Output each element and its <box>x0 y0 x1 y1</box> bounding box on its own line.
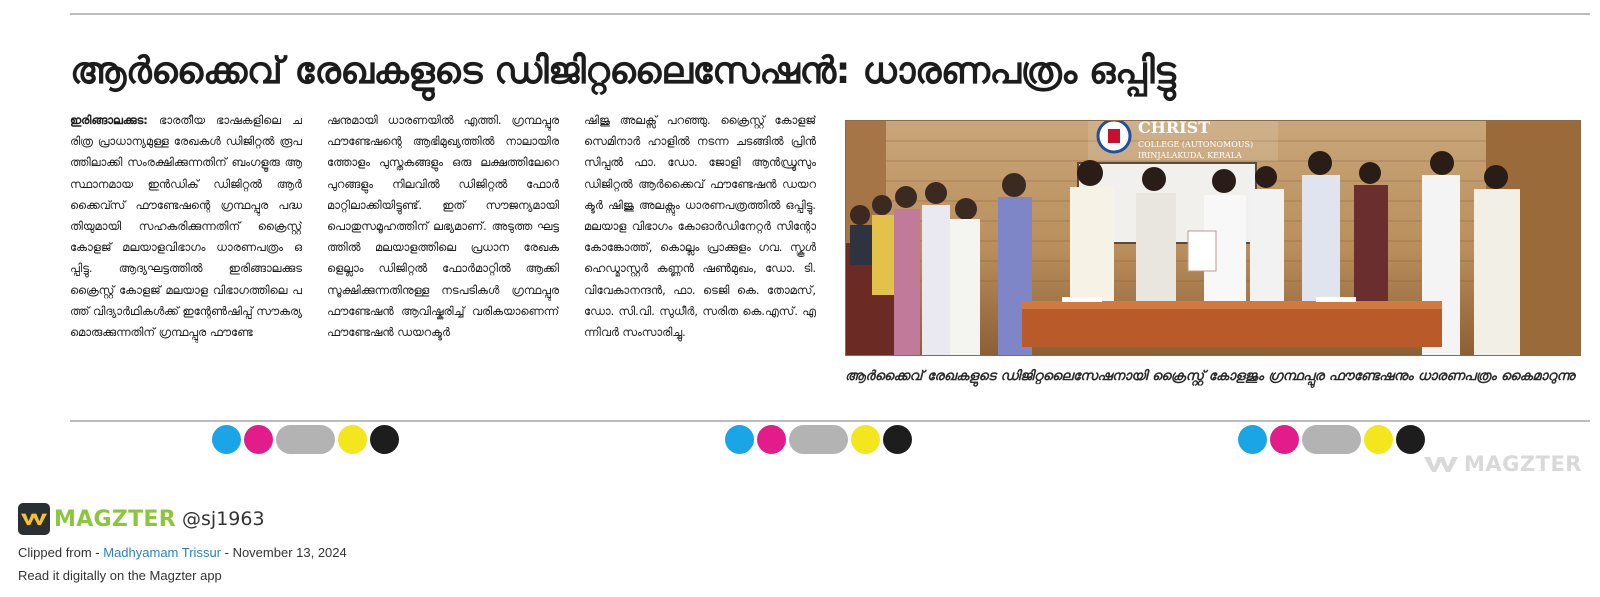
cyan-dot <box>212 425 241 454</box>
article-column-3 <box>584 110 816 402</box>
dateline: ഇരിങ്ങാലക്കുട: <box>70 113 148 127</box>
yellow-dot <box>338 425 367 454</box>
yellow-dot <box>851 425 880 454</box>
clip-date: November 13, 2024 <box>232 545 347 560</box>
magzter-mark-icon <box>1424 455 1458 473</box>
magenta-dot <box>244 425 273 454</box>
clipped-prefix: Clipped from - <box>18 545 104 560</box>
date-separator: - <box>221 545 233 560</box>
black-dot <box>1396 425 1425 454</box>
article-column-1 <box>70 110 302 402</box>
brand-name[interactable]: MAGZTER <box>54 506 177 532</box>
black-dot <box>370 425 399 454</box>
banner-name: CHRIST <box>1138 121 1211 137</box>
event-photo <box>845 120 1581 356</box>
registration-marks-left <box>212 424 402 454</box>
gray-pill <box>1302 425 1361 454</box>
article-headline: ആർക്കൈവ് രേഖകളുടെ ഡിജിറ്റലൈസേഷൻ: ധാരണപത്രം ഒപ്പിട്ടു <box>70 49 1176 92</box>
column-1-text: ഭാരതീയ ഭാഷകളിലെ ചരിത്ര പ്രാധാന്യമുള്ള രേഖകൾ ഡിജിറ്റൽ രൂപത്തിലാക്കി സംരക്ഷിക്കുന്നതിന് ബംഗളൂരു ആസ്ഥാനമായ ഇൻഡിക് ഡിജിറ്റൽ ആർക്കൈവ്സ് ഫൗണ്ടേഷന്റെ ഗ്രന്ഥപ്പുര പദ്ധതിയുമായി സഹകരിക്കുന്നതിന് ക്രൈസ്റ്റ് കോളജ് മലയാളവിഭാഗം ധാരണപത്രം ഒപ്പിട്ടു. ആദ്യഘട്ടത്തിൽ ഇരിങ്ങാലക്കുട ക്രൈസ്റ്റ് കോളജ് മലയാള വിഭാഗത്തിലെ പത്ത് വിദ്യാർഥികൾക്ക് ഇന്റേൺഷിപ്പ് സൗകര്യമൊരുക്കുന്നതിന് ഗ്രന്ഥപ്പുര ഫൗണ്ടേ <box>70 113 302 340</box>
read-digitally-text: Read it digitally on the Magzter app <box>18 568 222 583</box>
registration-marks-center <box>725 424 915 454</box>
brand-row <box>18 503 265 535</box>
black-dot <box>883 425 912 454</box>
magenta-dot <box>757 425 786 454</box>
magzter-watermark <box>1424 452 1582 476</box>
registration-marks-right <box>1238 424 1428 454</box>
photo-caption: ആർക്കൈവ് രേഖകളുടെ ഡിജിറ്റലൈസേഷനായി ക്രൈസ്റ്റ് കോളജും ഗ്രന്ഥപ്പുര ഫൗണ്ടേഷനും ധാരണപത്രം കൈമാറുന്നു <box>845 369 1575 384</box>
watermark-text: MAGZTER <box>1464 452 1582 476</box>
banner-line-1: COLLEGE (AUTONOMOUS) <box>1138 140 1254 149</box>
yellow-dot <box>1364 425 1393 454</box>
gray-pill <box>789 425 848 454</box>
article-column-2 <box>327 110 559 402</box>
bottom-rule <box>70 420 1590 422</box>
column-3-text: ഷിജു അലക്സ് പറഞ്ഞു. ക്രൈസ്റ്റ് കോളജ് സെമിനാർ ഹാളിൽ നടന്ന ചടങ്ങിൽ പ്രിൻസിപ്പൽ ഫാ. ഡോ. ജോളി ആൻഡ്രൂസും ഡിജിറ്റൽ ആർക്കൈവ് ഫൗണ്ടേഷൻ ഡയറക്ടർ ഷിജു അലക്സും ധാരണപത്രത്തിൽ ഒപ്പിട്ടു. മലയാള വിഭാഗം കോഓർഡിനേറ്റർ സിന്റോ കോങ്കോത്ത്, കൊല്ലം പ്രാക്കുളം ഗവ. സ്കൂൾ ഹെഡ്മാസ്റ്റർ കണ്ണൻ ഷൺമുഖം, ഡോ. ടി. വിവേകാനന്ദൻ, ഫാ. ടെജി കെ. തോമസ്, ഡോ. സി.വി. സുധീർ, സരിത കെ.എസ്. എന്നിവർ സംസാരിച്ചു. <box>584 113 816 340</box>
column-2-text: ഷനുമായി ധാരണയിൽ എത്തി. ഗ്രന്ഥപ്പുര ഫൗണ്ടേഷന്റെ ആഭിമുഖ്യത്തിൽ നാലായിരത്തോളം പുസ്തകങ്ങളും ഒരു ലക്ഷത്തിലേറെ പുറങ്ങളും നിലവിൽ ഡിജിറ്റൽ ഫോർമാറ്റിലാക്കിയിട്ടുണ്ട്. ഇത് സൗജന്യമായി പൊതുസമൂഹത്തിന് ലഭ്യമാണ്. അടുത്ത ഘട്ടത്തിൽ മലയാളത്തിലെ പ്രധാന രേഖകളെല്ലാം ഡിജിറ്റൽ ഫോർമാറ്റിൽ ആക്കി സൂക്ഷിക്കുന്നതിനുള്ള നടപടികൾ ഗ്രന്ഥപ്പുര ഫൗണ്ടേഷൻ ആവിഷ്കരിച്ച് വരികയാണെന്ന് ഫൗണ്ടേഷൻ ഡയറക്ടർ <box>327 113 559 340</box>
cyan-dot <box>725 425 754 454</box>
gray-pill <box>276 425 335 454</box>
top-rule <box>70 13 1590 15</box>
magzter-logo-icon[interactable] <box>18 503 50 535</box>
clipped-from-line <box>18 544 347 562</box>
cyan-dot <box>1238 425 1267 454</box>
username[interactable]: @sj1963 <box>182 508 265 530</box>
magenta-dot <box>1270 425 1299 454</box>
source-link[interactable]: Madhyamam Trissur <box>103 545 221 560</box>
banner-line-2: IRINJALAKUDA, KERALA <box>1138 151 1242 160</box>
